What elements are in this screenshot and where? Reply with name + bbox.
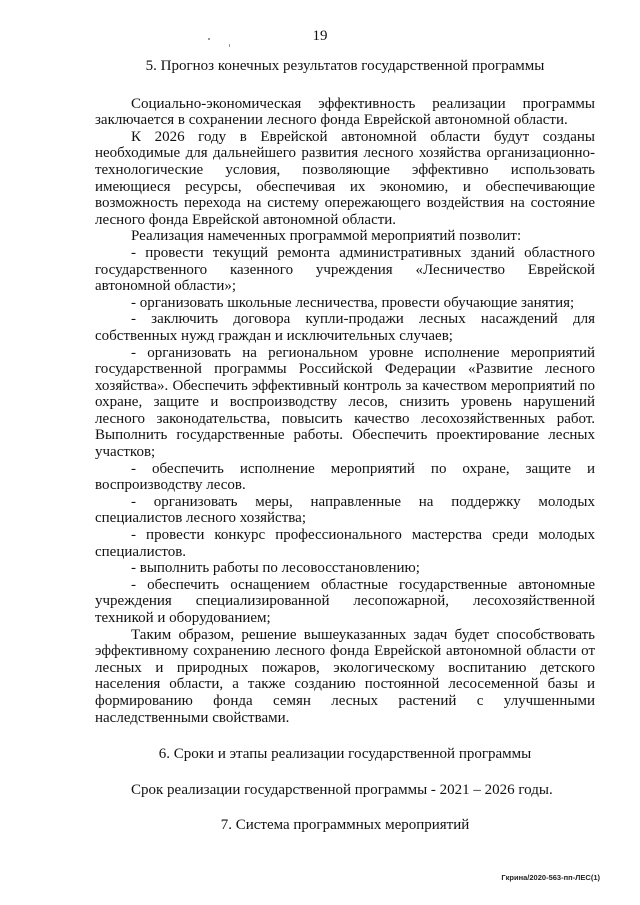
list-item: - заключить договора купли-продажи лесных насаждений для собственных нужд граждан и исключительных случаев; [95, 311, 595, 344]
list-item: - обеспечить оснащением областные государственные автономные учреждения специализированной лесопожарной, лесохозяйственной техникой и оборудованием; [95, 576, 595, 626]
list-item: - организовать на региональном уровне исполнение мероприятий государственной программы Российской Федерации «Развитие лесного хозяйства». Обеспечить эффективный контроль за качеством мероприятий по охране, защите и воспроизводству лесов, снизить уровень нарушений лесного законодательства, повысить качество лесохозяйственных работ. Выполнить государственные работы. Обеспечить проектирование лесных участков; [95, 344, 595, 461]
page-number: 19 [312, 28, 328, 44]
section-5-heading: 5. Прогноз конечных результатов государственной программы [145, 58, 545, 74]
paragraph: Срок реализации государственной программы - 2021 – 2026 годы. [131, 781, 553, 798]
section-7-heading: 7. Система программных мероприятий [220, 817, 470, 834]
paragraph: К 2026 году в Еврейской автономной области будут созданы необходимые для дальнейшего развития лесного хозяйства организационно-технологические условия, позволяющие эффективно использовать имеющиеся ресурсы, обеспечивая их экономию, и обеспечивающие возможность перехода на систему опережающего воздействия на состояние лесного фонда Еврейской автономной области. [95, 128, 595, 228]
list-item: - провести конкурс профессионального мастерства среди молодых специалистов. [95, 527, 595, 560]
footer-code: Гкрина/2020-563-пп-ЛЕС(1) [501, 873, 600, 883]
list-item: - выполнить работы по лесовосстановлению; [131, 560, 420, 577]
paragraph: Реализация намеченных программой мероприятий позволит: [131, 228, 522, 245]
paragraph: Таким образом, решение вышеуказанных задач будет способствовать эффективному сохранению лесного фонда Еврейской автономной области от лесных и природных пожаров, экологическому воспитанию детского населения области, а также созданию постоянной лесосеменной базы и формированию фонда семян лесных растений с улучшенными наследственными свойствами. [95, 626, 595, 726]
section-6-heading: 6. Сроки и этапы реализации государственной программы [158, 746, 532, 763]
list-item: - организовать меры, направленные на поддержку молодых специалистов лесного хозяйства; [95, 493, 595, 527]
document-body [95, 58, 595, 834]
list-item: - организовать школьные лесничества, провести обучающие занятия; [131, 294, 575, 311]
list-item: - обеспечить исполнение мероприятий по охране, защите и воспроизводству лесов. [95, 460, 595, 494]
paragraph: Социально-экономическая эффективность реализации программы заключается в сохранении лесного фонда Еврейской автономной области. [95, 95, 595, 129]
list-item: - провести текущий ремонта административных зданий областного государственного казенного учреждения «Лесничество Еврейской автономной области»; [95, 244, 595, 295]
